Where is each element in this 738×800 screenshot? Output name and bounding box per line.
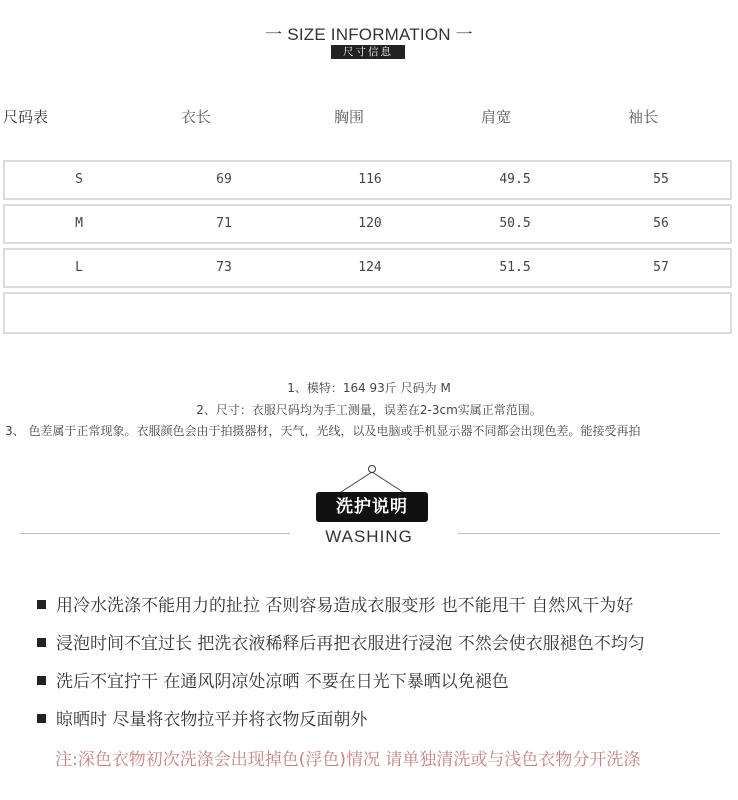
page-subtitle: 尺寸信息 bbox=[331, 45, 405, 59]
sleeve-cell: 55 bbox=[653, 172, 669, 187]
chest-cell: 124 bbox=[358, 260, 382, 275]
list-item bbox=[37, 591, 633, 616]
sleeve-cell: 56 bbox=[653, 216, 669, 231]
shoulder-cell: 51.5 bbox=[499, 260, 531, 275]
table-row bbox=[3, 204, 732, 244]
size-cell: S bbox=[75, 172, 83, 187]
hanger-ring-icon bbox=[368, 465, 376, 473]
size-table-label: 尺码表 bbox=[3, 108, 49, 126]
size-cell: M bbox=[75, 216, 83, 231]
care-title-section bbox=[0, 460, 738, 550]
table-row bbox=[3, 160, 732, 200]
care-subtitle: WASHING bbox=[325, 527, 413, 546]
length-cell: 71 bbox=[216, 216, 232, 231]
length-cell: 73 bbox=[216, 260, 232, 275]
shoulder-cell: 50.5 bbox=[499, 216, 531, 231]
page-title: 一 SIZE INFORMATION 一 bbox=[265, 25, 473, 44]
size-cell: L bbox=[75, 260, 83, 275]
square-bullet-icon bbox=[37, 676, 46, 685]
table-row-empty bbox=[3, 292, 732, 334]
square-bullet-icon bbox=[37, 714, 46, 723]
shoulder-cell: 49.5 bbox=[499, 172, 531, 187]
table-row bbox=[3, 248, 732, 288]
sleeve-cell: 57 bbox=[653, 260, 669, 275]
square-bullet-icon bbox=[37, 600, 46, 609]
note-color: 3、 色差属于正常现象。衣服颜色会由于拍摄器材，天气，光线，以及电脑或手机显示器不同都会出现色差。能接受再拍 bbox=[5, 424, 641, 438]
length-cell: 69 bbox=[216, 172, 232, 187]
list-item bbox=[37, 629, 645, 654]
chest-cell: 116 bbox=[358, 172, 382, 187]
column-header-shoulder: 肩宽 bbox=[481, 108, 512, 126]
care-item-text: 用冷水洗涤不能用力的扯拉 否则容易造成衣服变形 也不能甩干 自然风干为好 bbox=[56, 596, 634, 616]
column-header-sleeve: 袖长 bbox=[628, 108, 659, 126]
divider-right bbox=[458, 533, 720, 534]
care-item-text: 晾晒时 尽量将衣物拉平并将衣物反面朝外 bbox=[56, 710, 368, 730]
note-model: 1、模特：164 93斤 尺码为 M bbox=[287, 381, 451, 395]
column-header-length: 衣长 bbox=[181, 108, 212, 126]
note-measure: 2、尺寸：衣服尺码均为手工测量，误差在2-3cm实属正常范围。 bbox=[196, 403, 542, 417]
chest-cell: 120 bbox=[358, 216, 382, 231]
divider-left bbox=[20, 533, 290, 534]
square-bullet-icon bbox=[37, 638, 46, 647]
care-item-text: 洗后不宜拧干 在通风阴凉处凉晒 不要在日光下暴晒以免褪色 bbox=[56, 672, 509, 692]
care-warning-note: 注:深色衣物初次洗涤会出现掉色(浮色)情况 请单独清洗或与浅色衣物分开洗涤 bbox=[55, 750, 641, 770]
care-item-text: 浸泡时间不宜过长 把洗衣液稀释后再把衣服进行浸泡 不然会使衣服褪色不均匀 bbox=[56, 634, 645, 654]
list-item bbox=[37, 667, 509, 692]
care-title: 洗护说明 bbox=[316, 492, 428, 522]
size-table-header bbox=[0, 106, 738, 130]
column-header-chest: 胸围 bbox=[334, 108, 365, 126]
list-item bbox=[37, 705, 367, 730]
